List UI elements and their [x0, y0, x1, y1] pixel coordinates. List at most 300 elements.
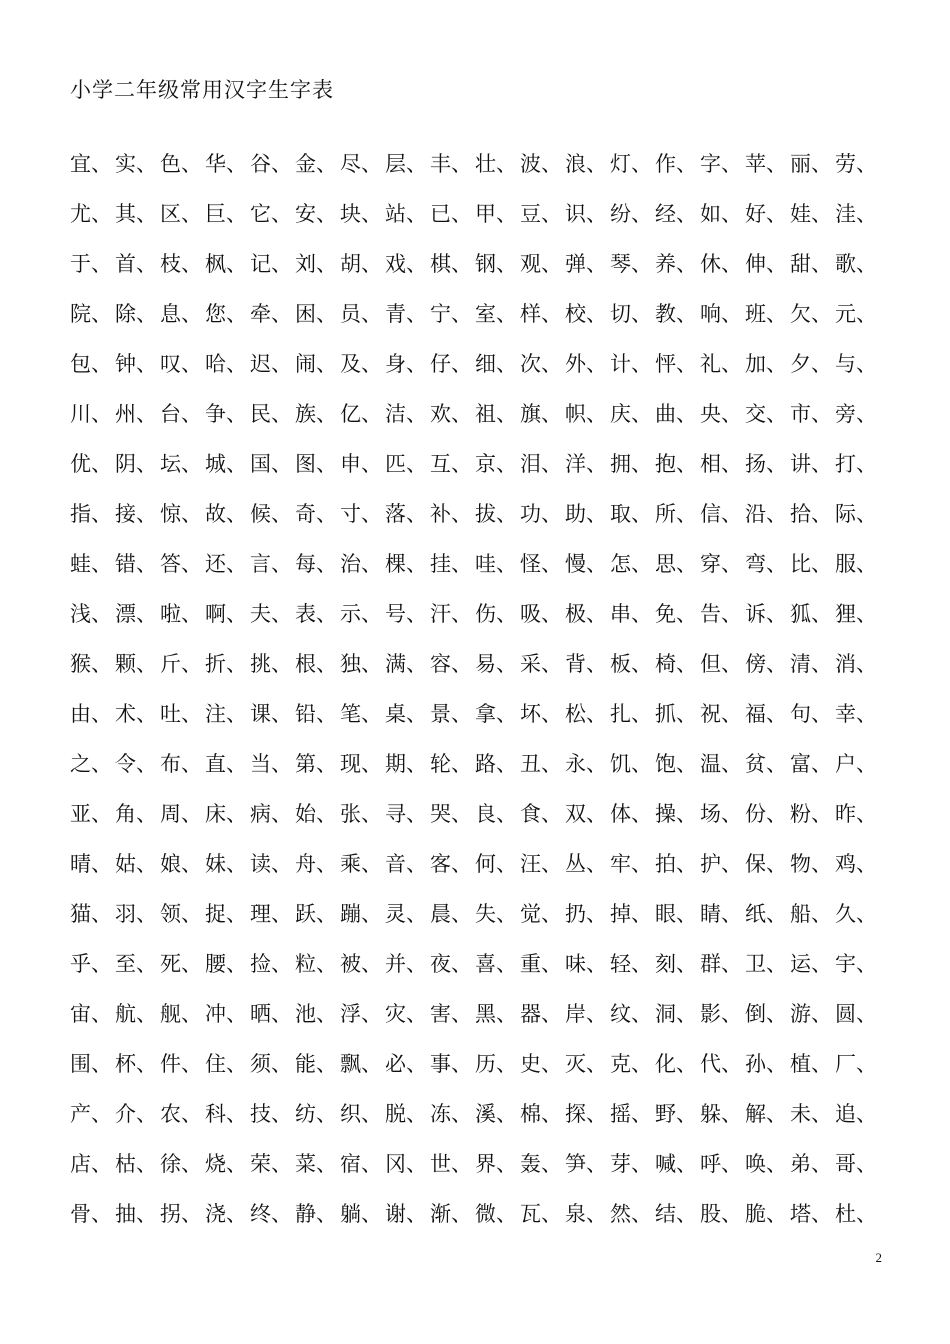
character-cell: 助、	[565, 502, 607, 526]
character-cell: 塔、	[790, 1202, 832, 1226]
character-cell: 外、	[565, 352, 607, 376]
character-cell: 补、	[430, 502, 472, 526]
character-cell: 您、	[205, 302, 247, 326]
character-cell: 永、	[565, 752, 607, 776]
character-cell: 独、	[340, 652, 382, 676]
character-cell: 庆、	[610, 402, 652, 426]
character-cell: 农、	[160, 1102, 202, 1126]
character-cell: 乘、	[340, 852, 382, 876]
character-cell: 蹦、	[340, 902, 382, 926]
character-cell: 细、	[475, 352, 517, 376]
character-cell: 国、	[250, 452, 292, 476]
character-cell: 泉、	[565, 1202, 607, 1226]
character-cell: 静、	[295, 1202, 337, 1226]
character-cell: 腰、	[205, 952, 247, 976]
character-cell: 坛、	[160, 452, 202, 476]
character-cell: 祝、	[700, 702, 742, 726]
character-cell: 洼、	[835, 202, 877, 226]
character-cell: 落、	[385, 502, 427, 526]
character-cell: 世、	[430, 1152, 472, 1176]
character-cell: 狸、	[835, 602, 877, 626]
character-cell: 汪、	[520, 852, 562, 876]
character-cell: 冻、	[430, 1102, 472, 1126]
character-cell: 脱、	[385, 1102, 427, 1126]
character-cell: 泪、	[520, 452, 562, 476]
character-cell: 事、	[430, 1052, 472, 1076]
character-cell: 鸡、	[835, 852, 877, 876]
character-cell: 抽、	[115, 1202, 157, 1226]
character-cell: 图、	[295, 452, 337, 476]
character-cell: 界、	[475, 1152, 517, 1176]
character-cell: 拥、	[610, 452, 652, 476]
character-cell: 宿、	[340, 1152, 382, 1176]
character-cell: 客、	[430, 852, 472, 876]
character-cell: 易、	[475, 652, 517, 676]
character-cell: 丑、	[520, 752, 562, 776]
character-cell: 孙、	[745, 1052, 787, 1076]
character-cell: 尤、	[70, 202, 112, 226]
character-cell: 色、	[160, 152, 202, 176]
character-cell: 杯、	[115, 1052, 157, 1076]
character-cell: 至、	[115, 952, 157, 976]
character-cell: 句、	[790, 702, 832, 726]
character-cell: 跃、	[295, 902, 337, 926]
character-cell: 贫、	[745, 752, 787, 776]
character-row	[70, 1138, 890, 1188]
character-cell: 课、	[250, 702, 292, 726]
character-cell: 狐、	[790, 602, 832, 626]
character-cell: 争、	[205, 402, 247, 426]
character-cell: 溪、	[475, 1102, 517, 1126]
character-cell: 骨、	[70, 1202, 112, 1226]
character-cell: 站、	[385, 202, 427, 226]
character-cell: 曲、	[655, 402, 697, 426]
character-row	[70, 238, 890, 288]
character-cell: 响、	[700, 302, 742, 326]
character-cell: 号、	[385, 602, 427, 626]
character-cell: 巨、	[205, 202, 247, 226]
character-cell: 祖、	[475, 402, 517, 426]
character-cell: 啊、	[205, 602, 247, 626]
character-cell: 治、	[340, 552, 382, 576]
character-cell: 牢、	[610, 852, 652, 876]
character-cell: 胡、	[340, 252, 382, 276]
character-cell: 优、	[70, 452, 112, 476]
character-cell: 斤、	[160, 652, 202, 676]
character-row	[70, 988, 890, 1038]
character-cell: 拔、	[475, 502, 517, 526]
character-cell: 字、	[700, 152, 742, 176]
character-cell: 张、	[340, 802, 382, 826]
character-cell: 叹、	[160, 352, 202, 376]
character-cell: 相、	[700, 452, 742, 476]
character-cell: 群、	[700, 952, 742, 976]
character-cell: 瓦、	[520, 1202, 562, 1226]
character-cell: 川、	[70, 402, 112, 426]
character-cell: 慢、	[565, 552, 607, 576]
character-cell: 然、	[610, 1202, 652, 1226]
character-cell: 件、	[160, 1052, 202, 1076]
character-cell: 观、	[520, 252, 562, 276]
character-cell: 菜、	[295, 1152, 337, 1176]
character-cell: 死、	[160, 952, 202, 976]
character-cell: 被、	[340, 952, 382, 976]
character-cell: 经、	[655, 202, 697, 226]
character-cell: 休、	[700, 252, 742, 276]
character-cell: 织、	[340, 1102, 382, 1126]
character-cell: 克、	[610, 1052, 652, 1076]
character-cell: 椅、	[655, 652, 697, 676]
character-cell: 欠、	[790, 302, 832, 326]
character-cell: 言、	[250, 552, 292, 576]
character-cell: 住、	[205, 1052, 247, 1076]
character-cell: 所、	[655, 502, 697, 526]
character-cell: 首、	[115, 252, 157, 276]
character-cell: 旗、	[520, 402, 562, 426]
character-cell: 每、	[295, 552, 337, 576]
character-cell: 轮、	[430, 752, 472, 776]
character-cell: 探、	[565, 1102, 607, 1126]
character-cell: 及、	[340, 352, 382, 376]
character-cell: 作、	[655, 152, 697, 176]
character-cell: 晴、	[70, 852, 112, 876]
character-cell: 脆、	[745, 1202, 787, 1226]
character-cell: 颗、	[115, 652, 157, 676]
character-cell: 幸、	[835, 702, 877, 726]
character-cell: 但、	[700, 652, 742, 676]
character-cell: 取、	[610, 502, 652, 526]
character-cell: 比、	[790, 552, 832, 576]
character-cell: 还、	[205, 552, 247, 576]
character-cell: 谢、	[385, 1202, 427, 1226]
character-cell: 丽、	[790, 152, 832, 176]
character-cell: 免、	[655, 602, 697, 626]
character-cell: 壮、	[475, 152, 517, 176]
character-cell: 荣、	[250, 1152, 292, 1176]
character-cell: 福、	[745, 702, 787, 726]
character-cell: 拾、	[790, 502, 832, 526]
character-cell: 娃、	[790, 202, 832, 226]
character-cell: 讲、	[790, 452, 832, 476]
character-cell: 甜、	[790, 252, 832, 276]
character-cell: 安、	[295, 202, 337, 226]
character-cell: 戏、	[385, 252, 427, 276]
character-cell: 与、	[835, 352, 877, 376]
character-cell: 解、	[745, 1102, 787, 1126]
character-cell: 灭、	[565, 1052, 607, 1076]
character-cell: 失、	[475, 902, 517, 926]
character-cell: 切、	[610, 302, 652, 326]
character-cell: 浅、	[70, 602, 112, 626]
character-cell: 何、	[475, 852, 517, 876]
character-cell: 必、	[385, 1052, 427, 1076]
character-cell: 店、	[70, 1152, 112, 1176]
character-row	[70, 388, 890, 438]
character-cell: 背、	[565, 652, 607, 676]
character-cell: 技、	[250, 1102, 292, 1126]
character-row	[70, 438, 890, 488]
character-cell: 昨、	[835, 802, 877, 826]
character-cell: 州、	[115, 402, 157, 426]
character-cell: 哥、	[835, 1152, 877, 1176]
character-cell: 记、	[250, 252, 292, 276]
character-cell: 摇、	[610, 1102, 652, 1126]
character-cell: 接、	[115, 502, 157, 526]
character-cell: 牵、	[250, 302, 292, 326]
character-cell: 术、	[115, 702, 157, 726]
character-row	[70, 888, 890, 938]
character-cell: 病、	[250, 802, 292, 826]
character-row	[70, 538, 890, 588]
character-cell: 伸、	[745, 252, 787, 276]
character-cell: 帜、	[565, 402, 607, 426]
character-cell: 波、	[520, 152, 562, 176]
character-cell: 寸、	[340, 502, 382, 526]
character-cell: 夜、	[430, 952, 472, 976]
character-cell: 枯、	[115, 1152, 157, 1176]
character-cell: 富、	[790, 752, 832, 776]
character-cell: 眼、	[655, 902, 697, 926]
character-cell: 呼、	[700, 1152, 742, 1176]
character-cell: 捉、	[205, 902, 247, 926]
character-cell: 京、	[475, 452, 517, 476]
character-cell: 样、	[520, 302, 562, 326]
character-cell: 枫、	[205, 252, 247, 276]
character-cell: 苹、	[745, 152, 787, 176]
character-cell: 华、	[205, 152, 247, 176]
character-cell: 除、	[115, 302, 157, 326]
character-cell: 当、	[250, 752, 292, 776]
character-cell: 班、	[745, 302, 787, 326]
character-cell: 渐、	[430, 1202, 472, 1226]
character-cell: 伤、	[475, 602, 517, 626]
character-cell: 温、	[700, 752, 742, 776]
character-cell: 浇、	[205, 1202, 247, 1226]
character-cell: 粉、	[790, 802, 832, 826]
character-cell: 民、	[250, 402, 292, 426]
character-cell: 食、	[520, 802, 562, 826]
character-cell: 之、	[70, 752, 112, 776]
character-cell: 晨、	[430, 902, 472, 926]
character-cell: 宙、	[70, 1002, 112, 1026]
character-cell: 圆、	[835, 1002, 877, 1026]
character-cell: 钟、	[115, 352, 157, 376]
character-cell: 倒、	[745, 1002, 787, 1026]
character-cell: 迟、	[250, 352, 292, 376]
character-cell: 介、	[115, 1102, 157, 1126]
character-table	[70, 138, 890, 1238]
character-cell: 游、	[790, 1002, 832, 1026]
character-cell: 哭、	[430, 802, 472, 826]
character-row	[70, 838, 890, 888]
character-row	[70, 738, 890, 788]
character-cell: 弹、	[565, 252, 607, 276]
character-cell: 计、	[610, 352, 652, 376]
character-cell: 场、	[700, 802, 742, 826]
character-row	[70, 688, 890, 738]
character-cell: 理、	[250, 902, 292, 926]
character-cell: 汗、	[430, 602, 472, 626]
character-cell: 味、	[565, 952, 607, 976]
character-cell: 串、	[610, 602, 652, 626]
character-cell: 徐、	[160, 1152, 202, 1176]
character-cell: 由、	[70, 702, 112, 726]
character-cell: 仔、	[430, 352, 472, 376]
character-cell: 台、	[160, 402, 202, 426]
character-cell: 飘、	[340, 1052, 382, 1076]
character-cell: 钢、	[475, 252, 517, 276]
page-number: 2	[875, 1250, 882, 1265]
character-cell: 护、	[700, 852, 742, 876]
character-cell: 角、	[115, 802, 157, 826]
character-cell: 院、	[70, 302, 112, 326]
character-cell: 灾、	[385, 1002, 427, 1026]
character-cell: 期、	[385, 752, 427, 776]
character-cell: 指、	[70, 502, 112, 526]
character-cell: 饱、	[655, 752, 697, 776]
character-cell: 次、	[520, 352, 562, 376]
character-cell: 惊、	[160, 502, 202, 526]
character-cell: 厂、	[835, 1052, 877, 1076]
character-cell: 羽、	[115, 902, 157, 926]
character-cell: 亿、	[340, 402, 382, 426]
character-cell: 追、	[835, 1102, 877, 1126]
character-cell: 抱、	[655, 452, 697, 476]
character-cell: 际、	[835, 502, 877, 526]
character-cell: 故、	[205, 502, 247, 526]
character-cell: 浮、	[340, 1002, 382, 1026]
character-cell: 猫、	[70, 902, 112, 926]
character-cell: 枝、	[160, 252, 202, 276]
character-cell: 刘、	[295, 252, 337, 276]
character-cell: 宁、	[430, 302, 472, 326]
character-cell: 乎、	[70, 952, 112, 976]
character-cell: 满、	[385, 652, 427, 676]
character-cell: 体、	[610, 802, 652, 826]
character-cell: 宇、	[835, 952, 877, 976]
character-row	[70, 1188, 890, 1238]
character-cell: 块、	[340, 202, 382, 226]
character-cell: 劳、	[835, 152, 877, 176]
character-cell: 棋、	[430, 252, 472, 276]
character-cell: 挑、	[250, 652, 292, 676]
character-cell: 姑、	[115, 852, 157, 876]
character-cell: 央、	[700, 402, 742, 426]
character-cell: 奇、	[295, 502, 337, 526]
character-cell: 影、	[700, 1002, 742, 1026]
character-cell: 科、	[205, 1102, 247, 1126]
character-cell: 现、	[340, 752, 382, 776]
character-cell: 浪、	[565, 152, 607, 176]
character-cell: 市、	[790, 402, 832, 426]
character-cell: 植、	[790, 1052, 832, 1076]
character-cell: 卫、	[745, 952, 787, 976]
character-cell: 息、	[160, 302, 202, 326]
character-cell: 微、	[475, 1202, 517, 1226]
character-cell: 甲、	[475, 202, 517, 226]
character-cell: 灵、	[385, 902, 427, 926]
character-cell: 喜、	[475, 952, 517, 976]
character-cell: 亚、	[70, 802, 112, 826]
character-cell: 岸、	[565, 1002, 607, 1026]
character-cell: 航、	[115, 1002, 157, 1026]
character-cell: 洞、	[655, 1002, 697, 1026]
character-cell: 尽、	[340, 152, 382, 176]
character-cell: 容、	[430, 652, 472, 676]
character-row	[70, 488, 890, 538]
character-cell: 代、	[700, 1052, 742, 1076]
character-cell: 扎、	[610, 702, 652, 726]
character-cell: 欢、	[430, 402, 472, 426]
character-cell: 拐、	[160, 1202, 202, 1226]
character-cell: 轰、	[520, 1152, 562, 1176]
character-cell: 良、	[475, 802, 517, 826]
character-cell: 扬、	[745, 452, 787, 476]
character-cell: 申、	[340, 452, 382, 476]
character-cell: 棵、	[385, 552, 427, 576]
character-cell: 已、	[430, 202, 472, 226]
character-row	[70, 938, 890, 988]
character-cell: 喊、	[655, 1152, 697, 1176]
character-cell: 周、	[160, 802, 202, 826]
character-cell: 哇、	[475, 552, 517, 576]
character-cell: 音、	[385, 852, 427, 876]
character-cell: 金、	[295, 152, 337, 176]
character-cell: 双、	[565, 802, 607, 826]
character-cell: 元、	[835, 302, 877, 326]
character-cell: 交、	[745, 402, 787, 426]
character-cell: 纸、	[745, 902, 787, 926]
character-cell: 猴、	[70, 652, 112, 676]
character-cell: 豆、	[520, 202, 562, 226]
character-cell: 重、	[520, 952, 562, 976]
character-cell: 互、	[430, 452, 472, 476]
character-cell: 青、	[385, 302, 427, 326]
character-cell: 份、	[745, 802, 787, 826]
character-cell: 笋、	[565, 1152, 607, 1176]
character-cell: 结、	[655, 1202, 697, 1226]
character-cell: 久、	[835, 902, 877, 926]
character-cell: 股、	[700, 1202, 742, 1226]
character-cell: 芽、	[610, 1152, 652, 1176]
character-cell: 舰、	[160, 1002, 202, 1026]
character-cell: 于、	[70, 252, 112, 276]
character-cell: 答、	[160, 552, 202, 576]
character-cell: 挂、	[430, 552, 472, 576]
character-row	[70, 1088, 890, 1138]
character-cell: 舟、	[295, 852, 337, 876]
character-row	[70, 188, 890, 238]
character-cell: 读、	[250, 852, 292, 876]
character-cell: 根、	[295, 652, 337, 676]
character-cell: 旁、	[835, 402, 877, 426]
character-cell: 消、	[835, 652, 877, 676]
character-cell: 教、	[655, 302, 697, 326]
character-cell: 服、	[835, 552, 877, 576]
character-cell: 扔、	[565, 902, 607, 926]
character-cell: 丰、	[430, 152, 472, 176]
character-cell: 刻、	[655, 952, 697, 976]
character-cell: 觉、	[520, 902, 562, 926]
character-cell: 漂、	[115, 602, 157, 626]
character-row	[70, 338, 890, 388]
character-row	[70, 588, 890, 638]
character-cell: 夫、	[250, 602, 292, 626]
character-row	[70, 138, 890, 188]
character-cell: 棉、	[520, 1102, 562, 1126]
character-cell: 杜、	[835, 1202, 877, 1226]
character-cell: 户、	[835, 752, 877, 776]
